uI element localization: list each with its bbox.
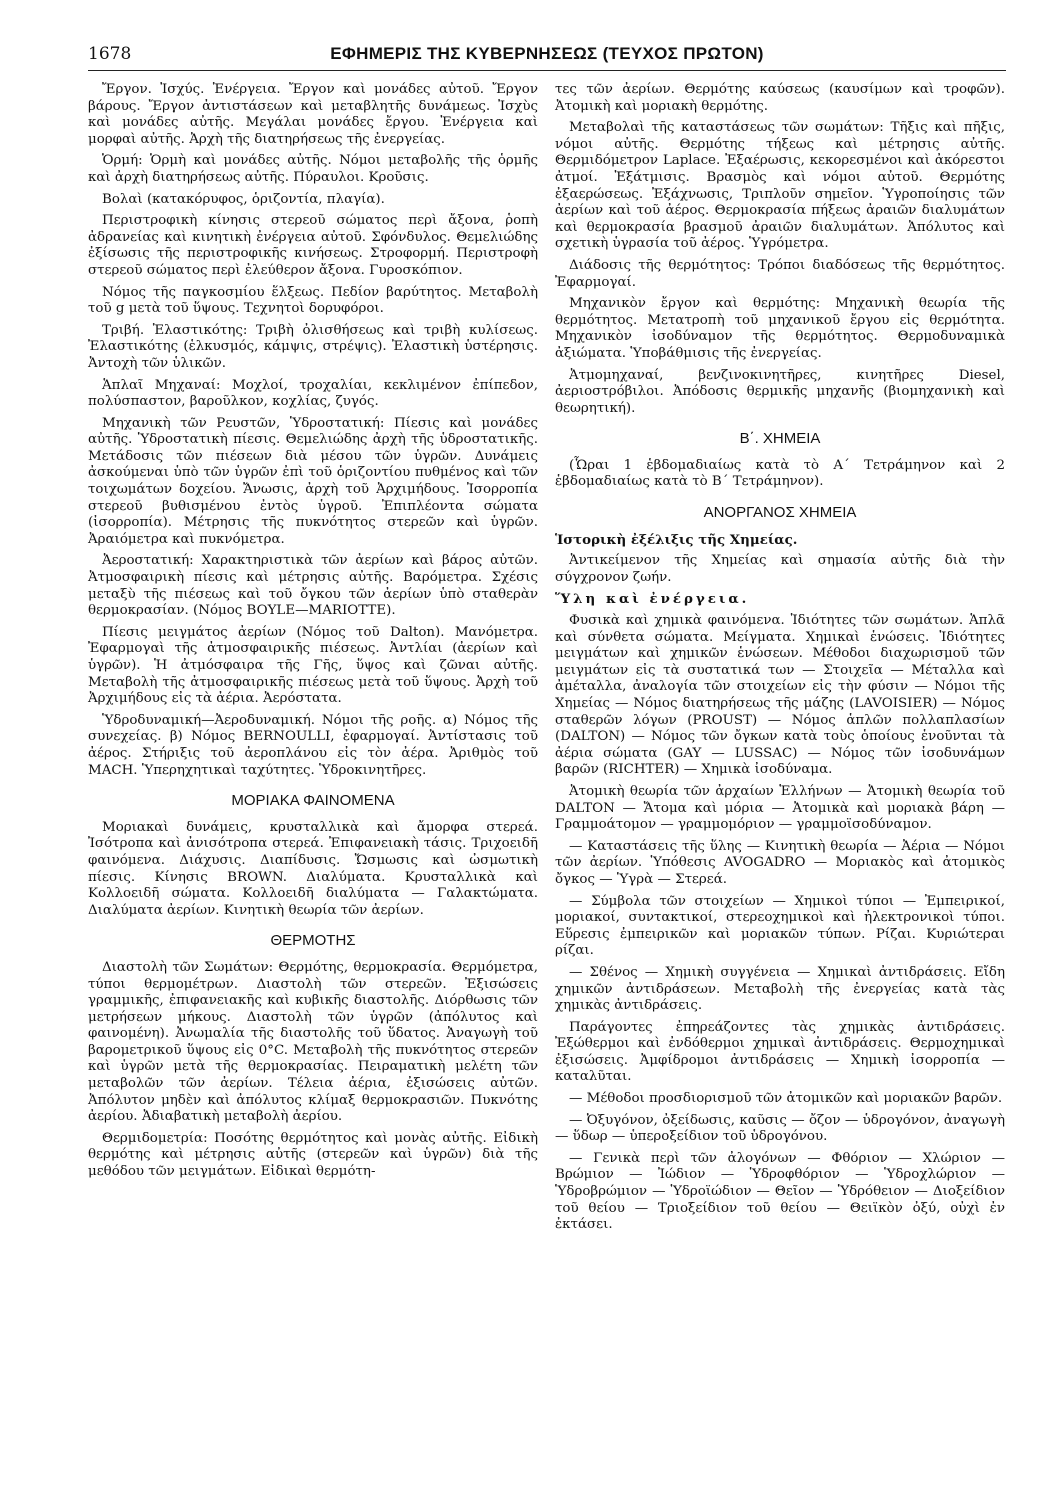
page-header <box>88 44 1006 68</box>
running-title: ΕΦΗΜΕΡΙΣ ΤΗΣ ΚΥΒΕΡΝΗΣΕΩΣ (ΤΕΥΧΟΣ ΠΡΩΤΟΝ) <box>330 44 764 63</box>
section-heading-molecular: ΜΟΡΙΑΚΑ ΦΑΙΝΟΜΕΝΑ <box>231 792 395 810</box>
paragraph-specific-heat-cont: τες τῶν ἀερίων. Θερμότης καύσεως (καυσίμων καὶ τροφῶν). Ἀτομικὴ καὶ μοριακὴ θερμότης. <box>555 82 1005 114</box>
paragraph-valence: — Σθένος — Χημικὴ συγγένεια — Χημικαὶ ἀντιδράσεις. Εἴδη χημικῶν ἀντιδράσεων. Μεταβολὴ τῆς ἐνεργείας κατὰ τὰς χημικὰς ἀντιδράσεις. <box>555 964 1005 1014</box>
paragraph-friction-elasticity: Τριβή. Ἐλαστικότης: Τριβὴ ὀλισθήσεως καὶ τριβὴ κυλίσεως. Ἐλαστικότης (ἑλκυσμός, κάμψις, στρέψις). Ἐλαστικὴ ὑστέρησις. Ἀντοχὴ τῶν ὑλικῶν. <box>88 322 538 371</box>
paragraph-molecular: Μοριακαὶ δυνάμεις, κρυσταλλικὰ καὶ ἄμορφα στερεά. Ἰσότροπα καὶ ἀνισότροπα στερεά. Ἐπιφανειακὴ τάσις. Τριχοειδῆ φαινόμενα. Διάχυσις. Διαπίδυσις. Ὤσμωσις καὶ ὠσμωτικὴ πίεσις. Κίνησις BROWN. Διαλύματα. Κρυσταλλικὰ καὶ Κολλοειδῆ σώματα. Κολλοειδῆ διαλύματα — Γαλακτώματα. Διαλύματα ἀερίων. Κινητικὴ θεωρία τῶν ἀερίων. <box>88 819 538 918</box>
paragraph-calorimetry: Θερμιδομετρία: Ποσότης θερμότητος καὶ μονὰς αὐτῆς. Εἰδικὴ θερμότης καὶ μέτρησις αὐτῆς (στερεῶν καὶ ὑγρῶν) διὰ τῆς μεθόδου τῶν μειγμάτων. Εἰδικαὶ θερμότη- <box>88 1130 538 1180</box>
left-column <box>88 82 538 1186</box>
section-heading-inorganic: ΑΝΟΡΓΑΝΟΣ ΧΗΜΕΙΑ <box>703 504 857 522</box>
paragraph-momentum: Ὁρμή: Ὁρμὴ καὶ μονάδες αὐτῆς. Νόμοι μεταβολῆς τῆς ὁρμῆς καὶ ἀρχὴ διατηρήσεως αὐτῆς. Πύραυλοι. Κροῦσις. <box>88 153 538 185</box>
paragraph-aerostatics: Ἀεροστατική: Χαρακτηριστικὰ τῶν ἀερίων καὶ βάρος αὐτῶν. Ἀτμοσφαιρικὴ πίεσις καὶ μέτρησις αὐτῆς. Βαρόμετρα. Σχέσις μεταξὺ τῆς πιέσεως καὶ τοῦ ὄγκου τῶν ἀερίων ὑπὸ σταθερὰν θερμοκρασίαν. (Νόμος BOYLE—MARIOTTE). <box>88 553 538 619</box>
right-column <box>555 82 1005 1239</box>
paragraph-rotation: Περιστροφικὴ κίνησις στερεοῦ σώματος περὶ ἄξονα, ῥοπὴ ἀδρανείας καὶ κινητικὴ ἐνέργεια αὐτοῦ. Σφόνδυλος. Θεμελιώδης ἐξίσωσις τῆς περιστροφικῆς κινήσεως. Στροφορμή. Περιστροφὴ στερεοῦ σώματος περὶ ἐλεύθερον ἄξονα. Γυροσκόπιον. <box>88 213 538 278</box>
paragraph-work-energy: Ἔργον. Ἰσχύς. Ἐνέργεια. Ἔργον καὶ μονάδες αὐτοῦ. Ἔργον βάρους. Ἔργον ἀντιστάσεων καὶ μεταβλητῆς δυνάμεως. Ἰσχὺς καὶ μονάδες αὐτῆς. Μεγάλαι μονάδες ἔργου. Ἐνέργεια καὶ μορφαὶ αὐτῆς. Ἀρχὴ τῆς διατηρήσεως τῆς ἐνεργείας. <box>88 82 538 147</box>
paragraph-atomic-weights: — Μέθοδοι προσδιορισμοῦ τῶν ἀτομικῶν καὶ μοριακῶν βαρῶν. <box>569 1091 1003 1107</box>
paragraph-symbols-formulas: — Σύμβολα τῶν στοιχείων — Χημικοὶ τύποι — Ἐμπειρικοί, μοριακοί, συντακτικοί, στερεοχημικοὶ καὶ ἠλεκτρονικοὶ τύποι. Εὕρεσις ἐμπειρικῶν καὶ μοριακῶν τύπων. Ρίζαι. Κυριώτεραι ρίζαι. <box>555 893 1005 959</box>
paragraph-states-of-matter: — Καταστάσεις τῆς ὕλης — Κινητικὴ θεωρία — Ἀέρια — Νόμοι τῶν ἀερίων. Ὑπόθεσις AVOGADRO — Μοριακὸς καὶ ἀτομικὸς ὄγκος — Ὑγρὰ — Στερεά. <box>555 838 1005 887</box>
paragraph-mechanical-work-heat: Μηχανικὸν ἔργον καὶ θερμότης: Μηχανικὴ θεωρία τῆς θερμότητος. Μετατροπὴ τοῦ μηχανικοῦ ἔργου εἰς θερμότητα. Μηχανικὸν ἰσοδύναμον τῆς θερμότητος. Θερμοδυναμικὰ ἀξιώματα. Ὑποβάθμισις τῆς ἐνεργείας. <box>555 296 1005 361</box>
paragraph-expansion: Διαστολὴ τῶν Σωμάτων: Θερμότης, θερμοκρασία. Θερμόμετρα, τύποι θερμομέτρων. Διαστολὴ τῶν στερεῶν. Ἐξισώσεις γραμμικῆς, ἐπιφανειακῆς καὶ κυβικῆς διαστολῆς. Διόρθωσις τῶν μετρήσεων μήκους. Διαστολὴ τῶν ὑγρῶν (ἀπόλυτος καὶ φαινομένη). Ἀνωμαλία τῆς διαστολῆς τοῦ ὕδατος. Ἀναγωγὴ τοῦ βαρομετρικοῦ ὕψους εἰς 0°C. Μεταβολὴ τῆς πυκνότητος στερεῶν καὶ ὑγρῶν μετὰ τῆς θερμοκρασίας. Πειραματικὴ μελέτη τῶν μεταβολῶν τῶν ἀερίων. Τέλεια ἀέρια, ἐξισώσεις αὐτῶν. Ἀπόλυτον μηδὲν καὶ ἀπόλυτος κλίμαξ θερμοκρασιῶν. Πυκνότης ἀερίου. Ἀδιαβατικὴ μεταβολὴ ἀερίου. <box>88 959 538 1125</box>
paragraph-phenomena-laws: Φυσικὰ καὶ χημικὰ φαινόμενα. Ἰδιότητες τῶν σωμάτων. Ἁπλᾶ καὶ σύνθετα σώματα. Μείγματα. Χημικαὶ ἑνώσεις. Ἰδιότητες μειγμάτων καὶ χημικῶν ἑνώσεων. Μέθοδοι διαχωρισμοῦ τῶν μειγμάτων εἰς τὰ συστατικά των — Στοιχεῖα — Μέταλλα καὶ ἀμέταλλα, ἀναλογία τῶν στοιχείων εἰς τὴν φύσιν — Νόμοι τῆς Χημείας — Νόμος διατηρήσεως τῆς μάζης (LAVOISIER) — Νόμος σταθερῶν λόγων (PROUST) — Νόμος ἁπλῶν πολλαπλασίων (DALTON) — Νόμος τῶν ὄγκων κατὰ τοὺς ὁποίους ἑνοῦνται τὰ ἀέρια σώματα (GAY — LUSSAC) — Νόμος τῶν ἰσοδυνάμων βαρῶν (RICHTER) — Χημικὰ ἰσοδύναμα. <box>555 613 1005 778</box>
paragraph-projectiles: Βολαὶ (κατακόρυφος, ὁριζοντία, πλαγία). <box>102 191 385 207</box>
subheading-matter-energy: Ὕλη καὶ ἐνέργεια. <box>555 591 750 608</box>
paragraph-hydrostatics: Μηχανικὴ τῶν Ρευστῶν, Ὑδροστατική: Πίεσις καὶ μονάδες αὐτῆς. Ὑδροστατικὴ πίεσις. Θεμελιώδης ἀρχὴ τῆς ὑδροστατικῆς. Μετάδοσις τῶν πιέσεων διὰ μέσου τῶν ὑγρῶν. Δυνάμεις ἀσκούμεναι ὑπὸ τῶν ὑγρῶν ἐπὶ τοῦ ὁριζοντίου πυθμένος καὶ τῶν τοιχωμάτων δοχείου. Ἄνωσις, ἀρχὴ τοῦ Ἀρχιμήδους. Ἰσορροπία στερεοῦ βυθισμένου ἐντὸς ὑγροῦ. Ἐπιπλέοντα σώματα (ἰσορροπία). Μέτρησις τῆς πυκνότητος στερεῶν καὶ ὑγρῶν. Ἀραιόμετρα καὶ πυκνόμετρα. <box>88 415 538 547</box>
paragraph-halogens-sulfur: — Γενικὰ περὶ τῶν ἀλογόνων — Φθόριον — Χλώριον — Βρώμιον — Ἰώδιον — Ὑδροφθόριον — Ὑδροχλώριον — Ὑδροβρώμιον — Ὑδροϊώδιον — Θεῖον — Ὑδρόθειον — Διοξείδιον τοῦ θείου — Τριοξείδιον τοῦ θείου — Θειϊκὸν ὀξύ, οὐχὶ ἐν ἐκτάσει. <box>555 1150 1005 1233</box>
paragraph-heat-transfer: Διάδοσις τῆς θερμότητος: Τρόποι διαδόσεως τῆς θερμότητος. Ἐφαρμογαί. <box>555 257 1005 290</box>
subheading-history: Ἱστορικὴ ἐξέλιξις τῆς Χημείας. <box>555 531 798 548</box>
paragraph-phase-changes: Μεταβολαὶ τῆς καταστάσεως τῶν σωμάτων: Τῆξις καὶ πῆξις, νόμοι αὐτῆς. Θερμότης τήξεως καὶ μέτρησις αὐτῆς. Θερμιδόμετρον Laplace. Ἐξαέρωσις, κεκορεσμένοι καὶ ἀκόρεστοι ἀτμοί. Ἐξάτμισις. Βρασμὸς καὶ νόμοι αὐτοῦ. Θερμότης ἐξαερώσεως. Ἐξάχνωσις, Τριπλοῦν σημεῖον. Ὑγροποίησις τῶν ἀερίων καὶ τοῦ ἀέρος. Θερμοκρασία πήξεως ἀραιῶν διαλυμάτων καὶ θερμοκρασία βρασμοῦ ἀραιῶν διαλυμάτων. Ἀπόλυτος καὶ σχετικὴ ὑγρασία τοῦ ἀέρος. Ὑγρόμετρα. <box>555 120 1005 252</box>
paragraph-oxygen-hydrogen: — Ὀξυγόνον, ὀξείδωσις, καῦσις — ὄζον — ὑδρογόνον, ἀναγωγὴ — ὕδωρ — ὑπεροξείδιον τοῦ ὑδρογόνου. <box>555 1112 1005 1145</box>
section-heading-heat: ΘΕΡΜΟΤΗΣ <box>270 932 356 950</box>
paragraph-gas-mixtures: Πίεσις μειγμάτος ἀερίων (Νόμος τοῦ Dalton). Μανόμετρα. Ἐφαρμογαὶ τῆς ἀτμοσφαιρικῆς πιέσεως. Ἀντλίαι (ἀερίων καὶ ὑγρῶν). Ἡ ἀτμόσφαιρα τῆς Γῆς, ὕψος καὶ ζῶναι αὐτῆς. Μεταβολὴ τῆς ἀτμοσφαιρικῆς πιέσεως μετὰ τοῦ ὕψους. Ἀρχὴ τοῦ Ἀρχιμήδους εἰς τὰ ἀέρια. Ἀερόστατα. <box>88 624 538 707</box>
paragraph-chemistry-object: Ἀντικείμενον τῆς Χημείας καὶ σημασία αὐτῆς διὰ τὴν σύγχρονον ζωήν. <box>555 553 1005 585</box>
paragraph-reaction-factors: Παράγοντες ἐπηρεάζοντες τὰς χημικὰς ἀντιδράσεις. Ἐξώθερμοι καὶ ἐνδόθερμοι χημικαὶ ἀντιδράσεις. Θερμοχημικαὶ ἐξισώσεις. Ἀμφίδρομοι ἀντιδράσεις — Χημικὴ ἰσορροπία — καταλῦται. <box>555 1019 1005 1085</box>
paragraph-simple-machines: Ἁπλαῖ Μηχαναί: Μοχλοί, τροχαλίαι, κεκλιμένον ἐπίπεδον, πολύσπαστον, βαροῦλκον, κοχλίας, ζυγός. <box>88 377 538 410</box>
paragraph-gravitation: Νόμος τῆς παγκοσμίου ἕλξεως. Πεδίον βαρύτητος. Μεταβολὴ τοῦ g μετὰ τοῦ ὕψους. Τεχνητοὶ δορυφόροι. <box>88 284 538 317</box>
section-heading-chemistry: Β΄. ΧΗΜΕΙΑ <box>739 430 821 448</box>
paragraph-hours: (Ὧραι 1 ἑβδομαδιαίως κατὰ τὸ Α΄ Τετράμηνον καὶ 2 ἑβδομαδιαίως κατὰ τὸ Β΄ Τετράμηνον). <box>555 457 1005 490</box>
paragraph-atomic-theory: Ἀτομικὴ θεωρία τῶν ἀρχαίων Ἑλλήνων — Ἀτομικὴ θεωρία τοῦ DALTON — Ἄτομα καὶ μόρια — Ἀτομικὰ καὶ μοριακὰ βάρη — Γραμμοάτομον — γραμμομόριον — γραμμοϊσοδύναμον. <box>555 783 1005 833</box>
paragraph-hydrodynamics: Ὑδροδυναμική—Ἀεροδυναμική. Νόμοι τῆς ροῆς. α) Νόμος τῆς συνεχείας. β) Νόμος BERNOULLI, ἐφαρμογαί. Ἀντίστασις τοῦ ἀέρος. Στήριξις τοῦ ἀεροπλάνου εἰς τὸν ἀέρα. Ἀριθμὸς τοῦ MACH. Ὑπερηχητικαὶ ταχύτητες. Ὑδροκινητῆρες. <box>88 712 538 778</box>
page-number: 1678 <box>88 44 132 64</box>
paragraph-engines: Ἀτμομηχαναί, βενζινοκινητῆρες, κινητῆρες Diesel, ἀεριοστρόβιλοι. Ἀπόδοσις θερμικῆς μηχανῆς (βιομηχανικὴ καὶ θεωρητική). <box>555 367 1005 416</box>
header-rule <box>88 70 1006 71</box>
